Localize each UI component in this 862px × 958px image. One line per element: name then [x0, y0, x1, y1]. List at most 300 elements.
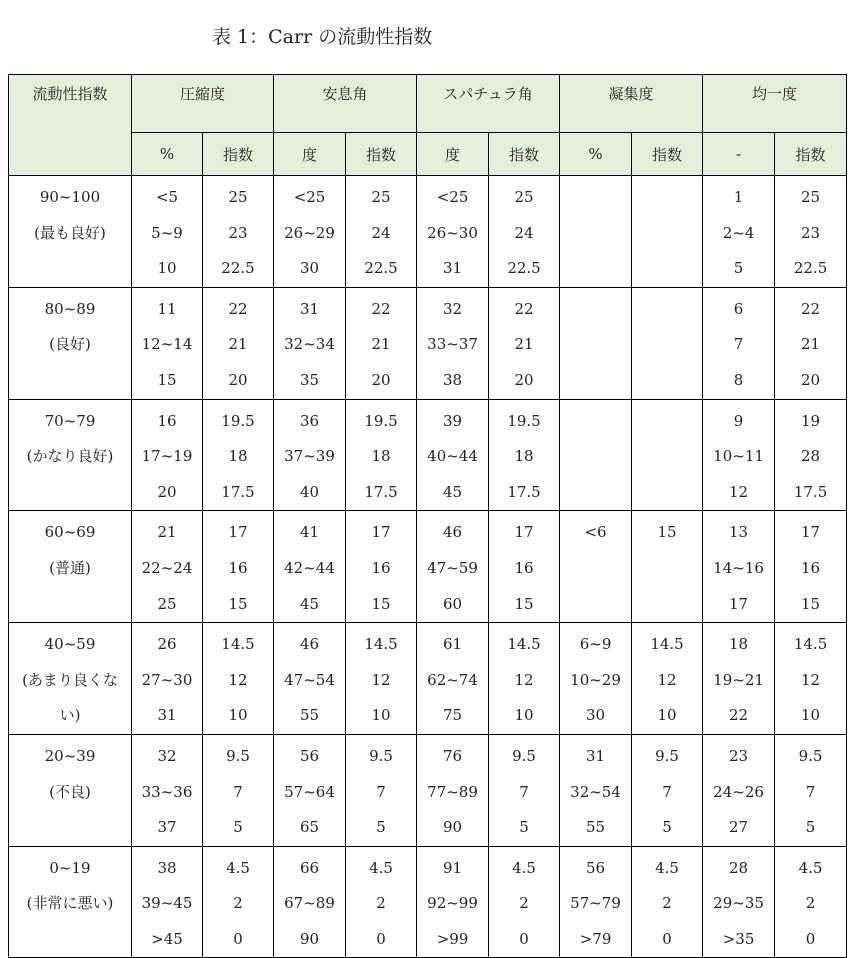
- cell-value: 47~54: [284, 670, 335, 689]
- table-cell: [703, 511, 775, 623]
- cell-value: 36: [299, 411, 320, 430]
- grade-line: (あまり良くな: [22, 670, 118, 689]
- cell-value: 12: [729, 482, 749, 501]
- table-cell: [703, 176, 775, 288]
- cell-value: 22: [371, 299, 391, 318]
- cell-value: 45: [299, 594, 320, 613]
- header-flowability-index: 流動性指数: [9, 75, 132, 176]
- cell-value: 40~44: [427, 447, 478, 466]
- cell-value: [560, 551, 631, 587]
- table-cell: [632, 734, 703, 846]
- cell-value: >99: [436, 929, 469, 948]
- cell-value: 17: [514, 523, 534, 542]
- table-cell: [775, 287, 847, 399]
- cell-value: [632, 475, 702, 511]
- table-cell: [417, 176, 489, 288]
- cell-value: 33~37: [427, 335, 478, 354]
- cell-value: 23: [729, 746, 749, 765]
- table-cell: [560, 511, 632, 623]
- table-cell: [132, 176, 203, 288]
- cell-value: [560, 251, 631, 287]
- cell-value: 90: [442, 818, 463, 837]
- cell-value: 0: [376, 929, 386, 948]
- cell-value: 19~21: [713, 670, 764, 689]
- cell-value: 39~45: [141, 894, 193, 913]
- table-cell: [775, 176, 847, 288]
- cell-value: 25: [371, 188, 391, 206]
- cell-value: 22: [801, 299, 821, 318]
- cell-value: 67~89: [284, 894, 335, 913]
- table-cell: [132, 511, 203, 623]
- cell-value: 23: [228, 223, 248, 242]
- cell-value: 20: [514, 370, 534, 389]
- cell-value: 26~29: [284, 223, 335, 242]
- table-cell: [132, 287, 203, 399]
- cell-value: [632, 216, 702, 252]
- table-row: [9, 623, 847, 735]
- cell-value: 19.5: [507, 411, 541, 430]
- subheader-compressibility-index: 指数: [203, 133, 274, 176]
- table-cell: [489, 846, 560, 958]
- table-row: [9, 287, 847, 399]
- grade-line: (最も良好): [34, 223, 106, 242]
- cell-value: [560, 587, 631, 623]
- table-cell: [775, 399, 847, 511]
- cell-value: [560, 327, 631, 363]
- cell-value: <25: [436, 188, 469, 206]
- cell-value: 65: [299, 818, 320, 837]
- cell-value: 14.5: [507, 635, 541, 654]
- table-cell: [632, 176, 703, 288]
- grade-line: (普通): [49, 558, 91, 577]
- cell-value: 21: [371, 335, 391, 354]
- table-cell: [489, 511, 560, 623]
- cell-value: 77~89: [427, 782, 478, 801]
- cell-value: 56: [299, 746, 320, 765]
- table-cell: [489, 176, 560, 288]
- cell-value: 11: [157, 299, 177, 318]
- cell-value: 22.5: [507, 259, 541, 278]
- table-cell: [274, 176, 346, 288]
- cell-value: 20: [228, 370, 248, 389]
- cell-value: >45: [151, 929, 183, 948]
- table-cell: [203, 511, 274, 623]
- cell-value: 15: [514, 594, 534, 613]
- cell-value: 7: [662, 782, 672, 801]
- cell-value: 32: [442, 299, 463, 318]
- cell-value: 2: [662, 894, 672, 913]
- grade-line: い): [59, 706, 81, 725]
- table-cell: [703, 623, 775, 735]
- table-cell: [274, 399, 346, 511]
- subheader-uniformity-index: 指数: [775, 133, 847, 176]
- cell-value: 14.5: [793, 635, 828, 654]
- cell-value: 25: [514, 188, 534, 206]
- grade-cell: [9, 623, 132, 735]
- cell-value: 7: [376, 782, 386, 801]
- cell-value: 1: [733, 188, 744, 206]
- table-cell: [203, 176, 274, 288]
- cell-value: 26: [157, 635, 177, 654]
- cell-value: 31: [585, 746, 606, 765]
- cell-value: 29~35: [713, 894, 764, 913]
- cell-value: 12: [371, 670, 391, 689]
- cell-value: 76: [442, 746, 463, 765]
- cell-value: 19.5: [364, 411, 398, 430]
- grade-cell: [9, 399, 132, 511]
- cell-value: [632, 439, 702, 475]
- cell-value: 15: [371, 594, 391, 613]
- table-cell: [346, 287, 417, 399]
- cell-value: 30: [585, 706, 606, 725]
- table-cell: [775, 511, 847, 623]
- cell-value: 10: [801, 706, 821, 725]
- cell-value: 18: [228, 447, 248, 466]
- cell-value: 10~29: [570, 670, 621, 689]
- cell-value: 6: [733, 299, 744, 318]
- cell-value: 2: [233, 894, 243, 913]
- table-caption: [0, 22, 862, 52]
- cell-value: 17.5: [364, 482, 398, 501]
- cell-value: 9.5: [369, 746, 393, 765]
- cell-value: 12: [801, 670, 821, 689]
- table-row: [9, 176, 847, 288]
- table-cell: [346, 846, 417, 958]
- cell-value: 75: [442, 706, 463, 725]
- table-cell: [417, 287, 489, 399]
- cell-value: 20: [801, 370, 821, 389]
- cell-value: [632, 363, 702, 399]
- cell-value: 15: [657, 523, 677, 542]
- cell-value: 4.5: [512, 858, 536, 877]
- cell-value: 17: [228, 523, 248, 542]
- cell-value: 38: [442, 370, 463, 389]
- cell-value: 16: [228, 558, 248, 577]
- table-cell: [489, 623, 560, 735]
- cell-value: 92~99: [427, 894, 478, 913]
- cell-value: 15: [228, 594, 248, 613]
- cell-value: [560, 216, 631, 252]
- header-compressibility: 圧縮度: [132, 75, 274, 133]
- cell-value: 4.5: [369, 858, 393, 877]
- cell-value: 33~36: [141, 782, 193, 801]
- cell-value: 37: [157, 818, 177, 837]
- cell-value: [632, 180, 702, 216]
- cell-value: 7: [805, 782, 816, 801]
- grade-line: [9, 251, 131, 287]
- grade-line: 60~69: [44, 523, 96, 542]
- table-cell: [132, 399, 203, 511]
- cell-value: 20: [371, 370, 391, 389]
- table-cell: [274, 511, 346, 623]
- cell-value: 41: [299, 523, 320, 542]
- subheader-uniformity-value: -: [703, 133, 775, 176]
- cell-value: [560, 439, 631, 475]
- table-cell: [560, 846, 632, 958]
- cell-value: 12~14: [141, 335, 193, 354]
- table-cell: [346, 399, 417, 511]
- grade-cell: [9, 176, 132, 288]
- table-cell: [489, 399, 560, 511]
- cell-value: 14.5: [650, 635, 684, 654]
- cell-value: 22.5: [221, 259, 255, 278]
- cell-value: 24: [514, 223, 534, 242]
- table-cell: [203, 287, 274, 399]
- table-caption-text: 表 1：Carr の流動性指数: [212, 26, 433, 48]
- cell-value: 38: [157, 858, 177, 877]
- table-row: [9, 511, 847, 623]
- grade-line: (良好): [49, 335, 91, 354]
- cell-value: 17: [729, 594, 749, 613]
- cell-value: 17.5: [793, 482, 828, 501]
- cell-value: 9.5: [512, 746, 536, 765]
- cell-value: 5: [662, 818, 672, 837]
- table-cell: [560, 623, 632, 735]
- cell-value: 23: [801, 223, 821, 242]
- grade-line: [9, 475, 131, 511]
- table-cell: [203, 399, 274, 511]
- table-cell: [346, 176, 417, 288]
- grade-line: [9, 810, 131, 846]
- subheader-compressibility-value: %: [132, 133, 203, 176]
- cell-value: 22: [228, 299, 248, 318]
- cell-value: 12: [228, 670, 248, 689]
- cell-value: 22~24: [141, 558, 193, 577]
- cell-value: 56: [585, 858, 606, 877]
- grade-cell: [9, 511, 132, 623]
- cell-value: >35: [722, 929, 755, 948]
- cell-value: 25: [228, 188, 248, 206]
- table-cell: [632, 511, 703, 623]
- table-cell: [417, 399, 489, 511]
- table-cell: [560, 399, 632, 511]
- cell-value: 9.5: [655, 746, 679, 765]
- grade-line: 40~59: [44, 635, 96, 654]
- table-cell: [703, 399, 775, 511]
- cell-value: 26~30: [427, 223, 478, 242]
- cell-value: 17.5: [221, 482, 255, 501]
- cell-value: 17~19: [141, 447, 193, 466]
- table-cell: [274, 623, 346, 735]
- cell-value: [560, 475, 631, 511]
- table-cell: [632, 623, 703, 735]
- cell-value: 5: [376, 818, 386, 837]
- table-cell: [632, 399, 703, 511]
- table-cell: [703, 734, 775, 846]
- cell-value: 5~9: [151, 223, 183, 242]
- cell-value: 18: [514, 447, 534, 466]
- cell-value: [560, 292, 631, 328]
- cell-value: 55: [585, 818, 606, 837]
- cell-value: 9.5: [798, 746, 823, 765]
- cell-value: [560, 404, 631, 440]
- cell-value: [560, 363, 631, 399]
- cell-value: 32~54: [570, 782, 621, 801]
- cell-value: 57~64: [284, 782, 335, 801]
- grade-line: 20~39: [44, 746, 96, 765]
- cell-value: 0: [519, 929, 529, 948]
- cell-value: 10~11: [713, 447, 764, 466]
- cell-value: 47~59: [427, 558, 478, 577]
- cell-value: 32: [157, 746, 177, 765]
- cell-value: 30: [299, 259, 320, 278]
- cell-value: 16: [514, 558, 534, 577]
- cell-value: 14.5: [221, 635, 255, 654]
- cell-value: 7: [233, 782, 243, 801]
- cell-value: [632, 587, 702, 623]
- cell-value: 4.5: [226, 858, 250, 877]
- cell-value: 22: [514, 299, 534, 318]
- cell-value: 10: [228, 706, 248, 725]
- table-cell: [346, 511, 417, 623]
- grade-cell: [9, 846, 132, 958]
- cell-value: 27~30: [141, 670, 193, 689]
- table-cell: [489, 734, 560, 846]
- cell-value: 24: [371, 223, 391, 242]
- cell-value: 62~74: [427, 670, 478, 689]
- cell-value: 16: [371, 558, 391, 577]
- cell-value: 17: [371, 523, 391, 542]
- cell-value: <6: [584, 523, 607, 542]
- cell-value: 21: [801, 335, 821, 354]
- table-cell: [489, 287, 560, 399]
- cell-value: 2: [376, 894, 386, 913]
- cell-value: 90: [299, 929, 320, 948]
- table-cell: [274, 734, 346, 846]
- cell-value: 20: [157, 482, 177, 501]
- grade-line: 80~89: [44, 299, 96, 318]
- header-row-main: [9, 75, 847, 133]
- cell-value: 28: [729, 858, 749, 877]
- cell-value: 10: [657, 706, 677, 725]
- subheader-spatula-index: 指数: [489, 133, 560, 176]
- cell-value: 10: [514, 706, 534, 725]
- table-cell: [775, 623, 847, 735]
- cell-value: 10: [157, 259, 177, 278]
- cell-value: 31: [157, 706, 177, 725]
- table-cell: [203, 623, 274, 735]
- cell-value: 5: [733, 259, 744, 278]
- cell-value: 14~16: [713, 558, 764, 577]
- cell-value: 0: [662, 929, 672, 948]
- cell-value: 7: [733, 335, 744, 354]
- cell-value: 17: [801, 523, 821, 542]
- cell-value: 4.5: [798, 858, 823, 877]
- cell-value: <25: [293, 188, 326, 206]
- cell-value: 8: [733, 370, 744, 389]
- cell-value: 18: [371, 447, 391, 466]
- cell-value: 57~79: [570, 894, 621, 913]
- header-uniformity: 均一度: [703, 75, 847, 133]
- cell-value: 16: [157, 411, 177, 430]
- cell-value: 21: [514, 335, 534, 354]
- table-cell: [203, 734, 274, 846]
- cell-value: [560, 180, 631, 216]
- cell-value: 40: [299, 482, 320, 501]
- table-row: [9, 399, 847, 511]
- cell-value: 9.5: [226, 746, 250, 765]
- cell-value: 32~34: [284, 335, 335, 354]
- cell-value: 2: [519, 894, 529, 913]
- cell-value: 17.5: [507, 482, 541, 501]
- table-cell: [775, 734, 847, 846]
- table-cell: [417, 511, 489, 623]
- cell-value: 31: [442, 259, 463, 278]
- cell-value: 12: [657, 670, 677, 689]
- grade-line: 70~79: [44, 411, 96, 430]
- cell-value: 46: [299, 635, 320, 654]
- table-body: [9, 176, 847, 958]
- cell-value: 27: [729, 818, 749, 837]
- table-cell: [775, 846, 847, 958]
- cell-value: 31: [299, 299, 320, 318]
- cell-value: 35: [299, 370, 320, 389]
- cell-value: 37~39: [284, 447, 335, 466]
- table-cell: [132, 734, 203, 846]
- cell-value: 25: [157, 594, 177, 613]
- grade-line: 90~100: [39, 188, 101, 206]
- header-spatula-angle: スパチュラ角: [417, 75, 560, 133]
- grade-line: (不良): [49, 782, 91, 801]
- table-cell: [346, 734, 417, 846]
- header-row-sub: [9, 133, 847, 176]
- table-cell: [703, 846, 775, 958]
- table-cell: [417, 734, 489, 846]
- table-cell: [560, 734, 632, 846]
- cell-value: 5: [519, 818, 529, 837]
- cell-value: 25: [801, 188, 821, 206]
- cell-value: <5: [155, 188, 179, 206]
- cell-value: 24~26: [713, 782, 764, 801]
- cell-value: 21: [228, 335, 248, 354]
- cell-value: 12: [514, 670, 534, 689]
- table-row: [9, 734, 847, 846]
- cell-value: 22: [729, 706, 749, 725]
- cell-value: 0: [233, 929, 243, 948]
- cell-value: 66: [299, 858, 320, 877]
- header-angle-of-repose: 安息角: [274, 75, 417, 133]
- cell-value: 39: [442, 411, 463, 430]
- table-cell: [203, 846, 274, 958]
- cell-value: 4.5: [655, 858, 679, 877]
- grade-line: (非常に悪い): [26, 894, 114, 913]
- cell-value: 15: [801, 594, 821, 613]
- table-cell: [560, 287, 632, 399]
- table-cell: [274, 846, 346, 958]
- cell-value: 22.5: [364, 259, 398, 278]
- cell-value: 46: [442, 523, 463, 542]
- cell-value: 28: [801, 447, 821, 466]
- grade-line: 0~19: [49, 858, 91, 877]
- cell-value: 13: [729, 523, 749, 542]
- table-cell: [632, 287, 703, 399]
- cell-value: 7: [519, 782, 529, 801]
- cell-value: [632, 551, 702, 587]
- subheader-cohesion-index: 指数: [632, 133, 703, 176]
- table-cell: [346, 623, 417, 735]
- subheader-spatula-value: 度: [417, 133, 489, 176]
- cell-value: 6~9: [579, 635, 612, 654]
- grade-line: [9, 363, 131, 399]
- cell-value: 9: [733, 411, 744, 430]
- header-cohesion: 凝集度: [560, 75, 703, 133]
- cell-value: [632, 292, 702, 328]
- table-cell: [132, 846, 203, 958]
- table-cell: [274, 287, 346, 399]
- table-cell: [132, 623, 203, 735]
- cell-value: >79: [579, 929, 612, 948]
- cell-value: [632, 404, 702, 440]
